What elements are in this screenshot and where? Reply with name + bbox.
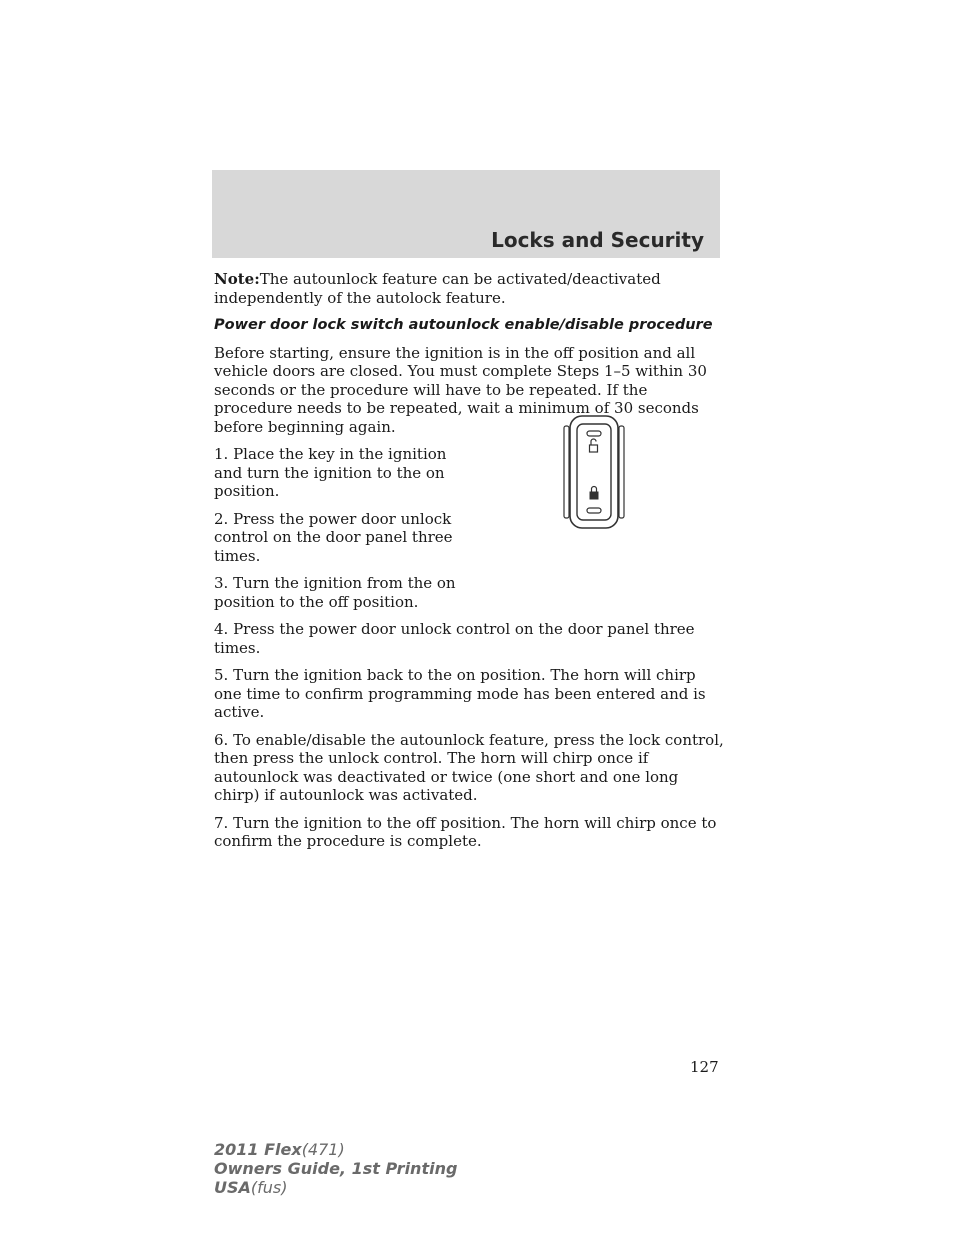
footer-line-2: Owners Guide, 1st Printing xyxy=(214,1159,458,1178)
step-2: 2. Press the power door unlock control on the door panel three times. xyxy=(214,509,453,565)
lock-icon xyxy=(590,487,598,500)
door-lock-switch-illustration xyxy=(560,412,628,532)
print-footer xyxy=(214,1140,457,1197)
page-content xyxy=(214,270,724,860)
section-title: Locks and Security xyxy=(491,228,704,252)
unlock-icon xyxy=(590,439,598,452)
note-text: The autounlock feature can be activated/deactivated independently of the autolock feature. xyxy=(214,270,661,307)
step-4: 4. Press the power door unlock control on the door panel three times. xyxy=(214,620,695,657)
step-3: 3. Turn the ignition from the on position to the off position. xyxy=(214,574,456,611)
note-paragraph xyxy=(214,270,724,307)
header-band xyxy=(212,170,720,258)
intro-paragraph: Before starting, ensure the ignition is in the off position and all vehicle doors are closed. You must complete Steps 1–5 within 30 seconds or the procedure will have to be repeated. If the procedure needs to be repeated, wait a minimum of 30 seconds before beginning again. xyxy=(214,343,707,436)
note-label: Note: xyxy=(214,270,260,288)
procedure-heading: Power door lock switch autounlock enable/disable procedure xyxy=(214,317,713,333)
step-6: 6. To enable/disable the autounlock feature, press the lock control, then press the unlock control. The horn will chirp once if autounlock was deactivated or twice (one short and one long chirp) if autounlock was activated. xyxy=(214,730,724,804)
footer-line-1: 2011 Flex(471) xyxy=(214,1140,345,1159)
footer-line-3: USA(fus) xyxy=(214,1178,288,1197)
step-7: 7. Turn the ignition to the off position. The horn will chirp once to confirm the procedure is complete. xyxy=(214,813,717,850)
step-1: 1. Place the key in the ignition and turn the ignition to the on position. xyxy=(214,445,447,500)
page-number: 127 xyxy=(690,1058,719,1076)
step-5: 5. Turn the ignition back to the on position. The horn will chirp one time to confirm programming mode has been entered and is active. xyxy=(214,666,706,721)
